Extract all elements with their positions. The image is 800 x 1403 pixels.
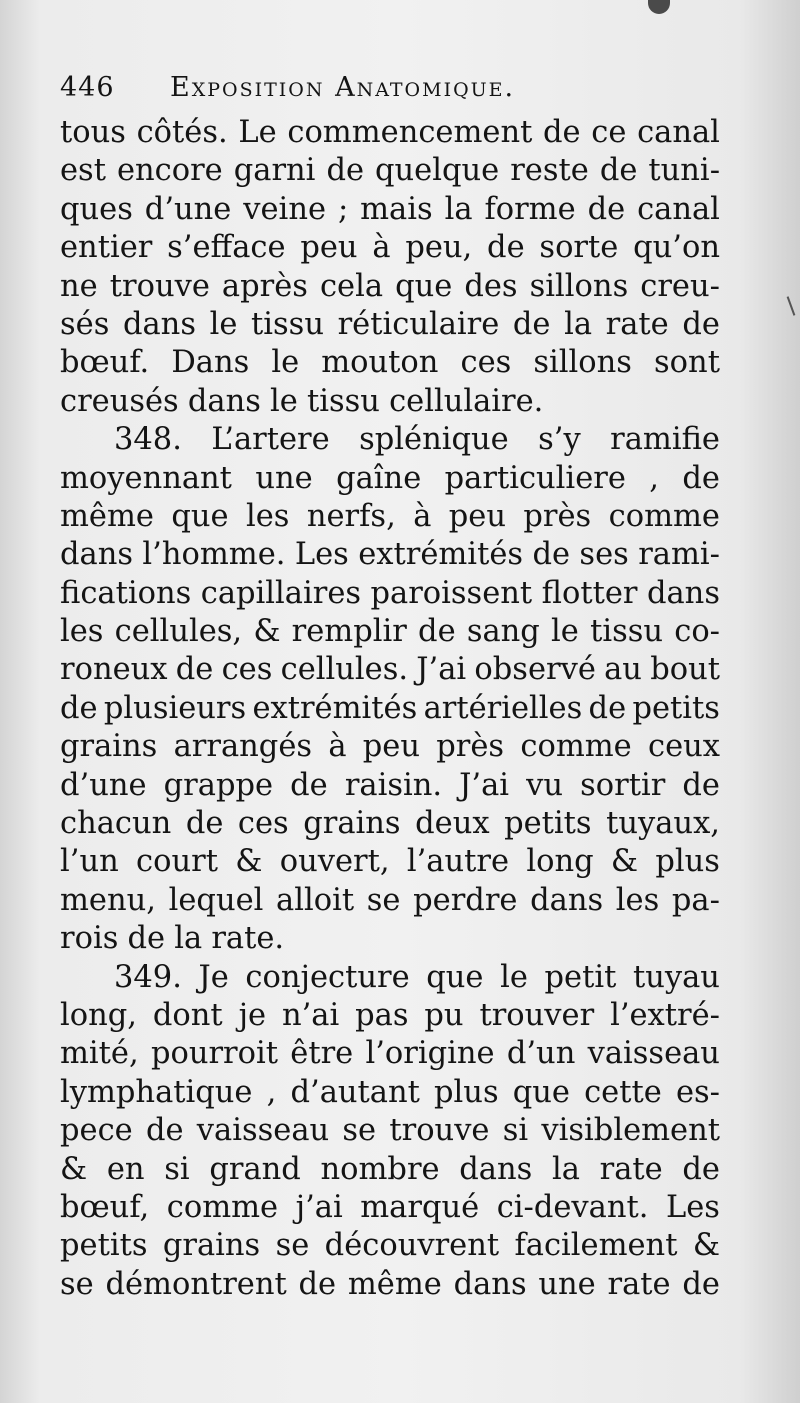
- text-line: ques d’une veine ; mais la forme de canal: [60, 191, 720, 227]
- running-title: Exposition Anatomique.: [170, 72, 516, 103]
- text-line: petits grains se découvrent facilement &: [60, 1228, 720, 1264]
- text-line: creusés dans le tissu cellulaire.: [60, 383, 544, 419]
- text-line: lymphatique , d’autant plus que cette es-: [60, 1074, 720, 1110]
- text-line: d’une grappe de raisin. J’ai vu sortir de: [60, 767, 720, 803]
- text-line: long, dont je n’ai pas pu trouver l’extré-: [60, 997, 720, 1033]
- text-line: roneux de ces cellules. J’ai observé au bout: [60, 652, 720, 688]
- text-line: 349. Je conjecture que le petit tuyau: [114, 959, 720, 995]
- text-line: dans l’homme. Les extrémités de ses rami-: [60, 537, 720, 573]
- text-line: bœuf. Dans le mouton ces sillons sont: [60, 345, 720, 381]
- text-block: [60, 72, 720, 1304]
- text-line: se démontrent de même dans une rate de: [60, 1266, 720, 1302]
- text-line: est encore garni de quelque reste de tuni-: [60, 153, 720, 189]
- text-line: ne trouve après cela que des sillons creu-: [60, 268, 720, 304]
- text-line: les cellules, & remplir de sang le tissu co-: [60, 614, 720, 650]
- text-line: pece de vaisseau se trouve si visiblement: [60, 1113, 720, 1149]
- text-line: chacun de ces grains deux petits tuyaux,: [60, 806, 720, 842]
- text-line: de plusieurs extrémités artérielles de petits: [60, 690, 720, 726]
- text-line: menu, lequel alloit se perdre dans les pa-: [60, 882, 720, 918]
- text-line: 348. L’artere splénique s’y ramifie: [114, 422, 720, 458]
- page-header: [60, 72, 720, 114]
- paragraph-349: [60, 959, 720, 1305]
- text-line: moyennant une gaîne particuliere , de: [60, 460, 720, 496]
- text-line: l’un court & ouvert, l’autre long & plus: [60, 844, 720, 880]
- margin-mark: [787, 296, 796, 315]
- text-line: grains arrangés à peu près comme ceux: [60, 729, 720, 765]
- text-line: entier s’efface peu à peu, de sorte qu’on: [60, 230, 720, 266]
- text-line: rois de la rate.: [60, 921, 285, 957]
- text-line: mité, pourroit être l’origine d’un vaisseau: [60, 1036, 720, 1072]
- paragraph-continuation: [60, 114, 720, 421]
- text-line: & en si grand nombre dans la rate de: [60, 1151, 720, 1187]
- text-line: fications capillaires paroissent flotter dans: [60, 575, 720, 611]
- paragraph-348: [60, 421, 720, 958]
- text-line: sés dans le tissu réticulaire de la rate de: [60, 306, 720, 342]
- text-line: même que les nerfs, à peu près comme: [60, 498, 720, 534]
- ink-spot: [648, 0, 670, 14]
- text-line: tous côtés. Le commencement de ce canal: [60, 115, 720, 150]
- page-number: 446: [60, 72, 115, 103]
- text-line: bœuf, comme j’ai marqué ci-devant. Les: [60, 1189, 720, 1225]
